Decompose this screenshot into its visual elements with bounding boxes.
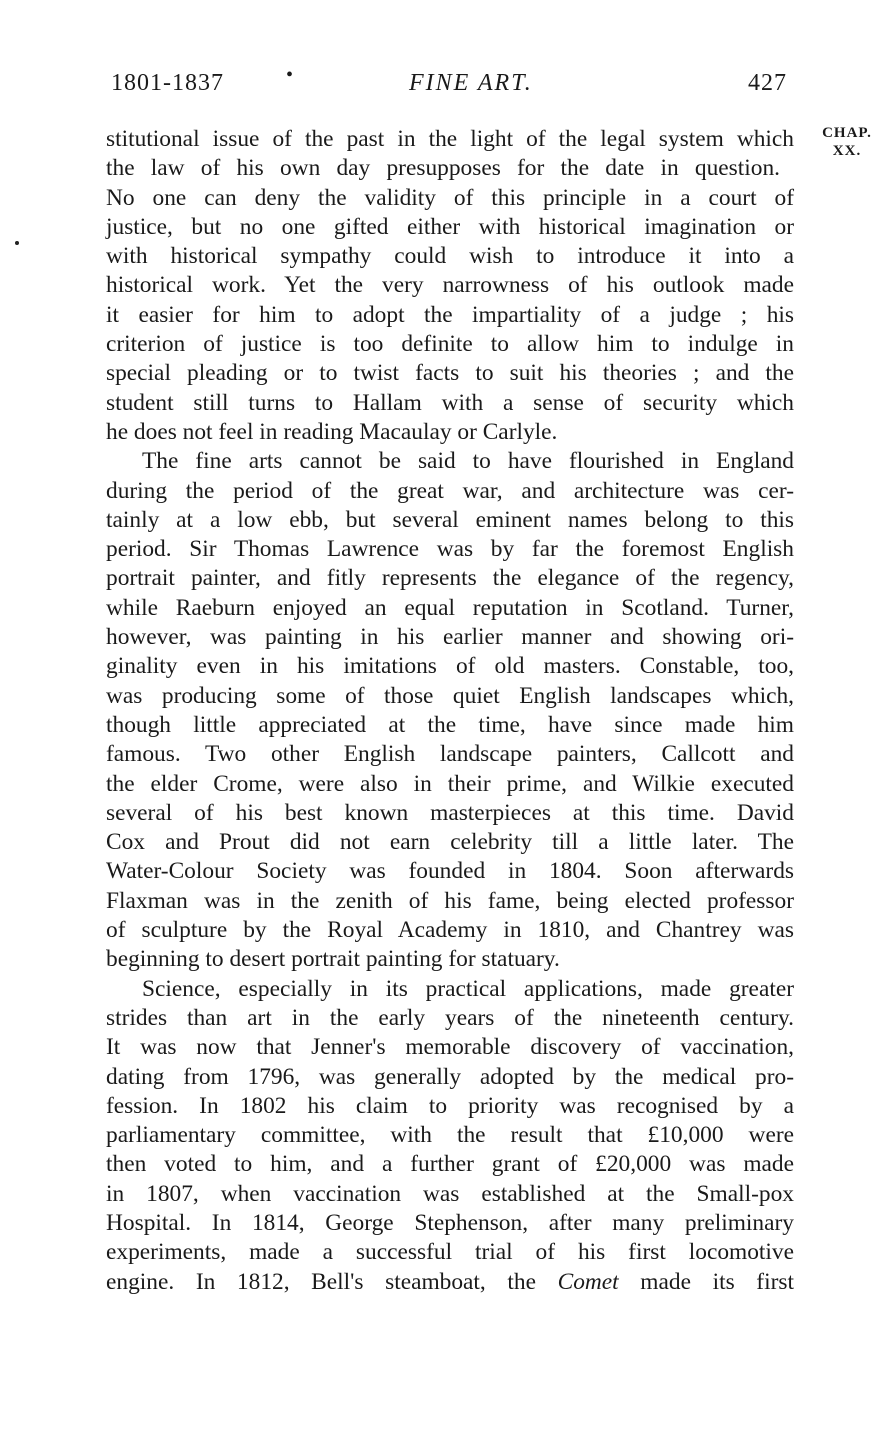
- text-line: ginality even in his imitations of old masters. Constable, too,: [106, 653, 794, 680]
- text-line: It was now that Jenner's memorable discovery of vaccination,: [106, 1034, 794, 1061]
- final-line-start: engine. In 1812, Bell's steamboat, the: [106, 1268, 558, 1295]
- text-line: parliamentary committee, with the result that £10,000 were: [106, 1122, 794, 1149]
- text-line: criterion of justice is too definite to allow him to indulge in: [106, 331, 794, 358]
- text-line: of sculpture by the Royal Academy in 1810, and Chantrey was: [106, 917, 794, 944]
- text-line: famous. Two other English landscape painters, Callcott and: [106, 741, 794, 768]
- stray-mark: [15, 241, 19, 245]
- text-line: however, was painting in his earlier manner and showing ori-: [106, 624, 794, 651]
- text-line: several of his best known masterpieces at this time. David: [106, 799, 794, 826]
- paragraph-start-line: Science, especially in its practical applications, made greater: [142, 975, 794, 1002]
- paragraph-end-line: he does not feel in reading Macaulay or Carlyle.: [106, 418, 558, 445]
- text-line: in 1807, when vaccination was established at the Small-pox: [106, 1180, 794, 1207]
- header-title: FINE ART.: [409, 70, 533, 96]
- text-line: period. Sir Thomas Lawrence was by far the foremost English: [106, 536, 794, 563]
- text-line: Flaxman was in the zenith of his fame, being elected professor: [106, 887, 794, 914]
- text-line: No one can deny the validity of this principle in a court of: [106, 184, 794, 211]
- page-number: 427: [748, 70, 787, 96]
- final-line-end: made its first: [618, 1268, 794, 1295]
- header-date-range: 1801-1837: [111, 70, 224, 96]
- text-line: it easier for him to adopt the impartiality of a judge ; his: [106, 301, 794, 328]
- text-line: while Raeburn enjoyed an equal reputation in Scotland. Turner,: [106, 594, 794, 621]
- header-mark: •: [286, 64, 295, 86]
- running-header: [0, 64, 891, 106]
- chapter-side-note: [806, 124, 888, 160]
- chapter-number: XX.: [832, 143, 862, 159]
- text-line: Hospital. In 1814, George Stephenson, after many preliminary: [106, 1209, 794, 1236]
- final-text-line: [106, 1268, 794, 1297]
- text-line: Water-Colour Society was founded in 1804. Soon afterwards: [106, 858, 794, 885]
- text-line: Cox and Prout did not earn celebrity till a little later. The: [106, 829, 794, 856]
- text-line: the elder Crome, were also in their prime, and Wilkie executed: [106, 770, 794, 797]
- text-line: fession. In 1802 his claim to priority was recognised by a: [106, 1092, 794, 1119]
- ship-name: Comet: [557, 1268, 619, 1295]
- text-line: during the period of the great war, and architecture was cer-: [106, 477, 794, 504]
- text-line: was producing some of those quiet English landscapes which,: [106, 682, 794, 709]
- text-line: historical work. Yet the very narrowness of his outlook made: [106, 272, 794, 299]
- paragraph-end-line: beginning to desert portrait painting for statuary.: [106, 946, 560, 973]
- text-line: justice, but no one gifted either with historical imagination or: [106, 213, 794, 240]
- text-line: though little appreciated at the time, have since made him: [106, 711, 794, 738]
- text-line: dating from 1796, was generally adopted by the medical pro-: [106, 1063, 794, 1090]
- paragraph-start-line: The fine arts cannot be said to have flourished in England: [142, 448, 794, 475]
- text-line: student still turns to Hallam with a sense of security which: [106, 389, 794, 416]
- text-line: then voted to him, and a further grant of £20,000 was made: [106, 1151, 794, 1178]
- text-line: the law of his own day presupposes for the date in question.: [106, 155, 780, 182]
- text-line: stitutional issue of the past in the light of the legal system which: [106, 126, 794, 152]
- text-line: experiments, made a successful trial of his first locomotive: [106, 1239, 794, 1266]
- chapter-label: CHAP.: [822, 125, 872, 141]
- body-text: [106, 125, 794, 1297]
- text-line: tainly at a low ebb, but several eminent names belong to this: [106, 506, 794, 533]
- text-line: special pleading or to twist facts to suit his theories ; and the: [106, 360, 794, 387]
- text-line: strides than art in the early years of the nineteenth century.: [106, 1004, 794, 1031]
- text-line: with historical sympathy could wish to introduce it into a: [106, 243, 794, 270]
- text-line: portrait painter, and fitly represents the elegance of the regency,: [106, 565, 794, 592]
